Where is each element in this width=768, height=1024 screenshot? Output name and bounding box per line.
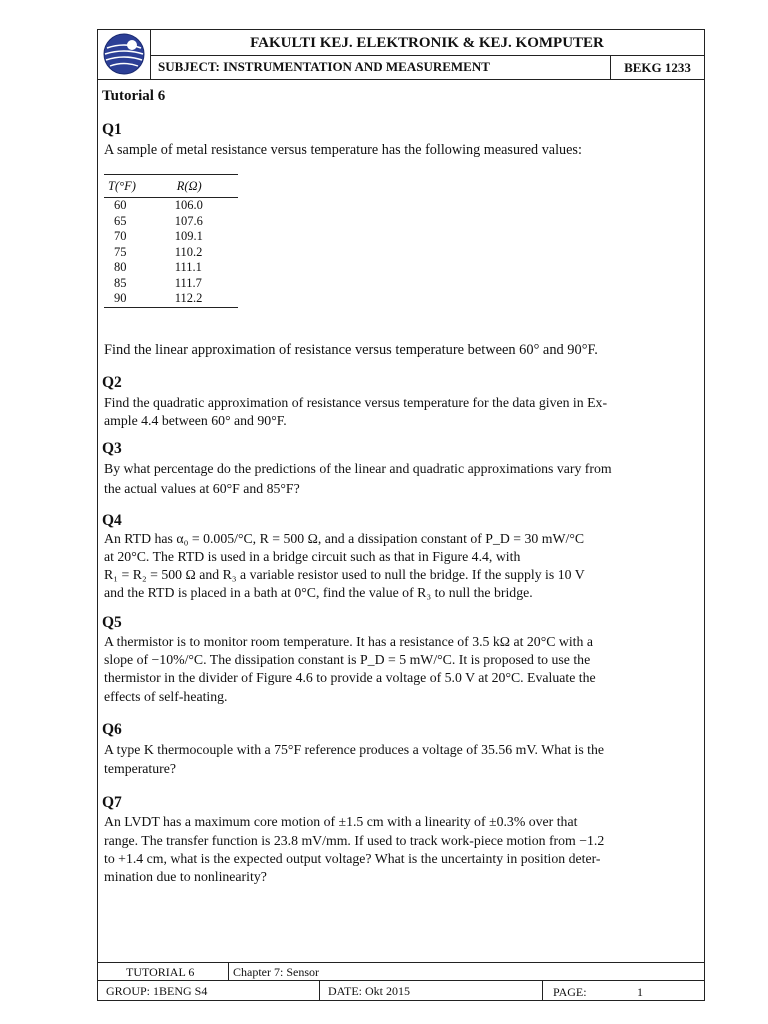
q6-line-2: temperature? — [104, 761, 177, 776]
temperature-cell: 80 — [114, 260, 127, 275]
resistance-cell: 110.2 — [174, 244, 203, 259]
q7-line-3: to +1.4 cm, what is the expected output voltage? What is the uncertainty in position deter- — [104, 851, 601, 866]
q2-line-2: ample 4.4 between 60° and 90°F. — [104, 413, 287, 428]
q4-line-2: at 20°C. The RTD is used in a bridge circuit such as that in Figure 4.4, with — [104, 549, 521, 564]
document-header — [97, 29, 705, 80]
q4-label: Q4 — [102, 512, 122, 529]
q7-line-4: mination due to nonlinearity? — [104, 869, 267, 884]
footer-date: DATE: Okt 2015 — [319, 981, 542, 1001]
temperature-cell: 70 — [114, 229, 127, 244]
table-row — [104, 276, 238, 292]
temperature-cell: 75 — [114, 244, 127, 259]
resistance-temperature-table — [104, 174, 238, 308]
footer-page — [542, 981, 705, 1001]
q5-line-2: slope of −10%/°C. The dissipation constant is P_D = 5 mW/°C. It is proposed to use the — [104, 652, 591, 667]
table-row — [104, 260, 238, 276]
q1-intro: A sample of metal resistance versus temperature has the following measured values: — [104, 142, 582, 158]
footer-tutorial: TUTORIAL 6 — [97, 962, 228, 981]
q4-line-1: An RTD has α₀ = 0.005/°C, R = 500 Ω, and a dissipation constant of P_D = 30 mW/°C — [104, 531, 585, 546]
q7-line-1: An LVDT has a maximum core motion of ±1.5 cm with a linearity of ±0.3% over that — [104, 814, 578, 829]
column-header-temperature: T(°F) — [104, 175, 173, 198]
q7-label: Q7 — [102, 794, 122, 811]
temperature-cell: 90 — [104, 291, 173, 307]
table-row — [104, 245, 238, 261]
temperature-cell: 85 — [114, 275, 127, 290]
q2-line-1: Find the quadratic approximation of resistance versus temperature for the data given in Ex- — [104, 395, 608, 410]
footer-chapter: Chapter 7: Sensor — [228, 962, 705, 981]
table-row — [104, 229, 238, 245]
q5-label: Q5 — [102, 614, 122, 631]
page-label: PAGE: — [553, 985, 587, 999]
resistance-cell: 107.6 — [174, 213, 203, 228]
resistance-cell: 111.7 — [174, 275, 202, 290]
resistance-cell: 112.2 — [173, 291, 238, 307]
university-logo-icon — [102, 32, 146, 76]
q5-line-4: effects of self-heating. — [104, 689, 228, 704]
table-row — [104, 214, 238, 230]
table-header-row — [104, 175, 238, 198]
table-row — [104, 198, 238, 214]
faculty-name: FAKULTI KEJ. ELEKTRONIK & KEJ. KOMPUTER — [150, 30, 704, 56]
logo-cell — [98, 30, 151, 79]
q4-line-3: R₁ = R₂ = 500 Ω and R₃ a variable resistor used to null the bridge. If the supply is 10 V — [104, 567, 585, 582]
resistance-cell: 106.0 — [174, 198, 203, 213]
table-row — [104, 291, 238, 307]
q2-label: Q2 — [102, 374, 122, 391]
resistance-cell: 109.1 — [174, 229, 203, 244]
tutorial-title: Tutorial 6 — [102, 88, 166, 104]
q3-label: Q3 — [102, 440, 122, 457]
temperature-cell: 60 — [114, 198, 127, 213]
q1-task: Find the linear approximation of resistance versus temperature between 60° and 90°F. — [104, 342, 598, 358]
q5-line-1: A thermistor is to monitor room temperature. It has a resistance of 3.5 kΩ at 20°C with a — [104, 634, 593, 649]
q5-line-3: thermistor in the divider of Figure 4.6 to provide a voltage of 5.0 V at 20°C. Evaluate the — [104, 670, 596, 685]
course-code: BEKG 1233 — [624, 60, 691, 75]
q3-line-2: the actual values at 60°F and 85°F? — [104, 481, 300, 496]
q1-label: Q1 — [102, 121, 122, 138]
temperature-cell: 65 — [114, 213, 127, 228]
q6-label: Q6 — [102, 721, 122, 738]
resistance-cell: 111.1 — [174, 260, 202, 275]
q7-line-2: range. The transfer function is 23.8 mV/mm. If used to track work-piece motion from −1.2 — [104, 833, 605, 848]
q4-line-4: and the RTD is placed in a bath at 0°C, find the value of R₃ to null the bridge. — [104, 585, 533, 600]
q6-line-1: A type K thermocouple with a 75°F reference produces a voltage of 35.56 mV. What is the — [104, 742, 605, 757]
page-number: 1 — [637, 985, 643, 999]
footer-group: GROUP: 1BENG S4 — [97, 981, 319, 1001]
q3-line-1: By what percentage do the predictions of the linear and quadratic approximations vary from — [104, 461, 612, 476]
column-header-resistance: R(Ω) — [173, 175, 238, 198]
subject-title: SUBJECT: INSTRUMENTATION AND MEASUREMENT — [150, 55, 611, 79]
